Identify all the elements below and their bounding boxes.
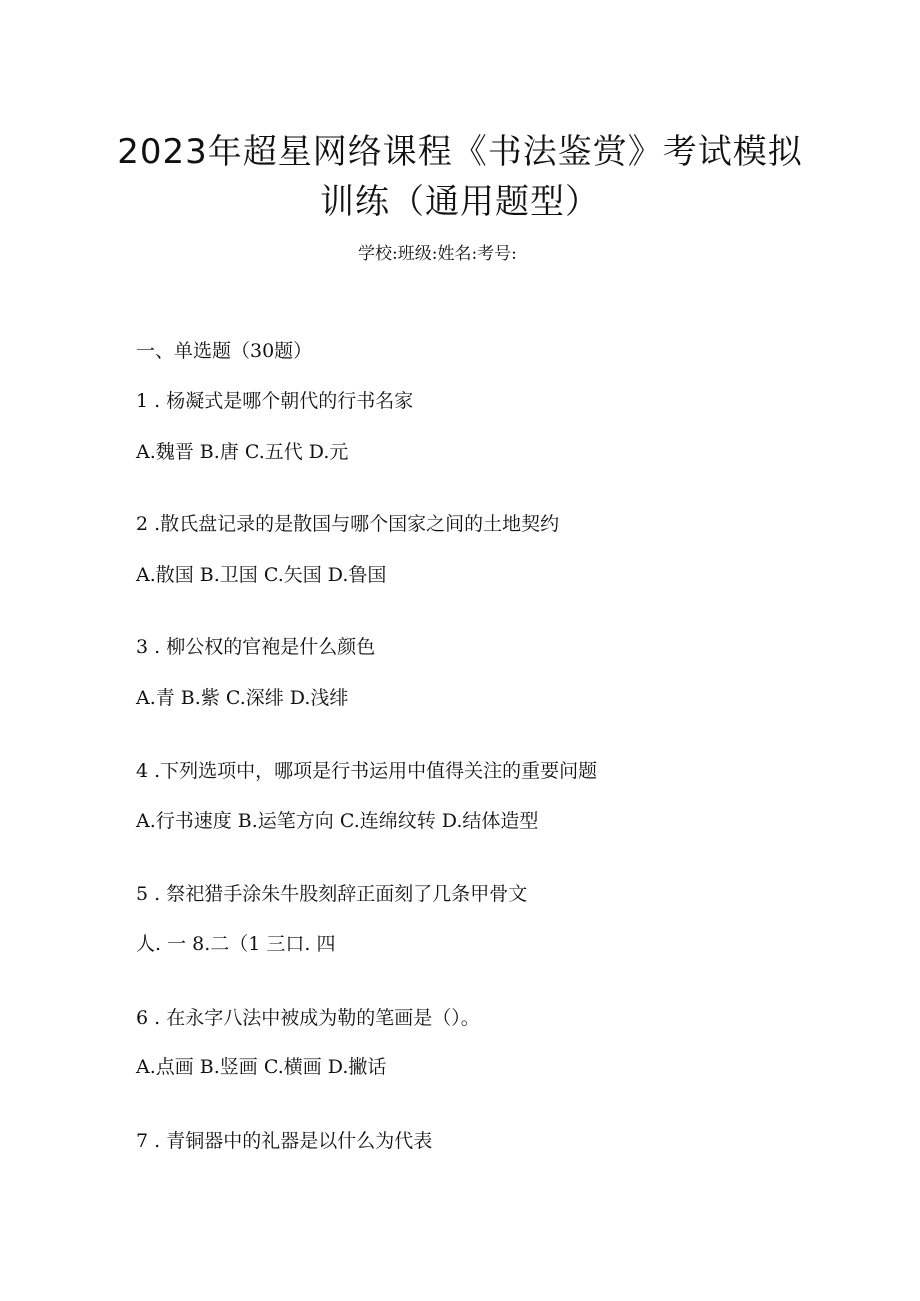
question-3-options: A.青 B.紫 C.深绯 D.浅绯 — [136, 687, 349, 709]
question-2: 2 .散氏盘记录的是散国与哪个国家之间的土地契约 — [136, 513, 560, 535]
question-6-options: A.点画 B.竖画 C.横画 D.撇话 — [136, 1056, 387, 1078]
question-1: 1 . 杨凝式是哪个朝代的行书名家 — [136, 390, 414, 412]
question-4-options: A.行书速度 B.运笔方向 C.连绵纹转 D.结体造型 — [136, 810, 539, 832]
section-header: 一、单选题（30题） — [136, 340, 313, 362]
student-info-line: 学校:班级:姓名:考号: — [358, 244, 517, 264]
question-4: 4 .下列选项中，哪项是行书运用中值得关注的重要问题 — [136, 760, 598, 782]
question-6: 6 . 在永字八法中被成为勒的笔画是（）。 — [136, 1007, 480, 1029]
question-2-options: A.散国 B.卫国 C.矢国 D.鲁国 — [136, 564, 387, 586]
question-5-options: 人. 一 8.二（1 三口. 四 — [136, 933, 336, 955]
question-3: 3 . 柳公权的官袍是什么颜色 — [136, 636, 376, 658]
question-1-options: A.魏晋 B.唐 C.五代 D.元 — [136, 441, 349, 463]
question-5: 5 . 祭祀猎手涂朱牛股刻辞正面刻了几条甲骨文 — [136, 883, 528, 905]
document-title-line-2: 训练（通用题型） — [320, 182, 600, 222]
question-7: 7 . 青铜器中的礼器是以什么为代表 — [136, 1130, 433, 1152]
document-title-line-1: 2023年超星网络课程《书法鉴赏》考试模拟 — [117, 132, 803, 172]
